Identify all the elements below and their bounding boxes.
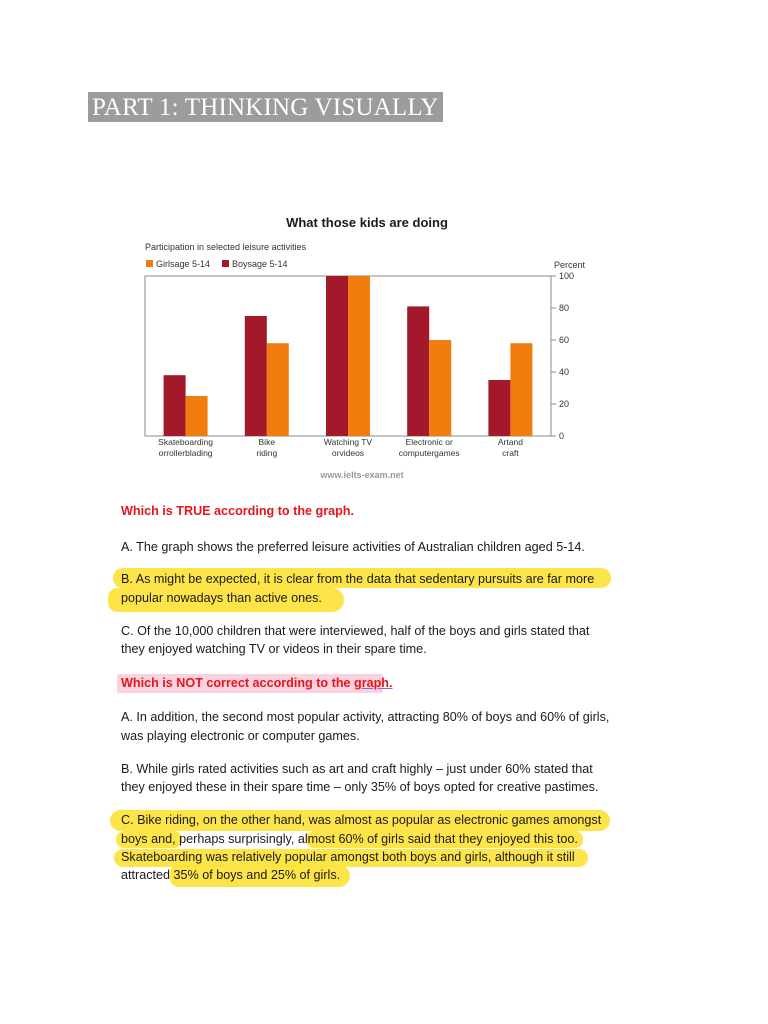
x-tick-label: Electronic or bbox=[405, 437, 453, 447]
x-tick-label: Skateboarding bbox=[158, 437, 214, 447]
x-tick-label: Watching TV bbox=[323, 437, 373, 447]
y-tick-label: 0 bbox=[559, 431, 565, 441]
bar-chart bbox=[130, 205, 590, 485]
y-axis-label: Percent bbox=[554, 260, 586, 270]
legend-swatch-girls bbox=[146, 260, 153, 267]
y-tick-label: 80 bbox=[559, 303, 570, 313]
y-tick-label: 60 bbox=[559, 335, 570, 345]
q2-option-c-line2: boys and, perhaps surprisingly, almost 60% of girls said that they enjoyed this too. bbox=[121, 832, 578, 846]
question-1-heading: Which is TRUE according to the graph. bbox=[121, 504, 354, 518]
bar-girls bbox=[429, 340, 451, 436]
q1-option-c-line2: they enjoyed watching TV or videos in their spare time. bbox=[121, 642, 427, 656]
y-tick-label: 40 bbox=[559, 367, 570, 377]
bar-boys bbox=[407, 306, 429, 436]
bar-boys bbox=[488, 380, 510, 436]
x-tick-label: orvideos bbox=[331, 448, 365, 458]
q1-option-b-line1: B. As might be expected, it is clear from the data that sedentary pursuits are far more bbox=[121, 572, 595, 586]
q2-option-b-line1: B. While girls rated activities such as art and craft highly – just under 60% stated that bbox=[121, 762, 593, 776]
x-tick-label: Artand bbox=[497, 437, 523, 447]
question-2-heading-link: graph. bbox=[354, 676, 393, 690]
legend-swatch-boys bbox=[222, 260, 229, 267]
page-title: PART 1: THINKING VISUALLY bbox=[88, 92, 443, 122]
chart-title: What those kids are doing bbox=[286, 215, 448, 230]
bar-girls bbox=[510, 343, 532, 436]
q2-option-a-line1: A. In addition, the second most popular activity, attracting 80% of boys and 60% of girls, bbox=[121, 710, 610, 724]
x-tick-label: Bike bbox=[258, 437, 276, 447]
q2-option-a-line2: was playing electronic or computer games. bbox=[121, 729, 360, 743]
bar-girls bbox=[348, 276, 370, 436]
question-2-heading bbox=[121, 674, 393, 693]
y-tick-label: 20 bbox=[559, 399, 570, 409]
q2-option-b-line2: they enjoyed these in their spare time – only 35% of boys opted for creative pastimes. bbox=[121, 780, 599, 794]
legend-label-girls: Girlsage 5-14 bbox=[156, 259, 211, 269]
question-2-heading-text: Which is NOT correct according to the bbox=[121, 676, 355, 690]
x-tick-label: orrollerblading bbox=[158, 448, 213, 458]
q2-option-c-line4: attracted 35% of boys and 25% of girls. bbox=[121, 868, 341, 882]
chart-watermark: www.ielts-exam.net bbox=[320, 470, 404, 480]
q2-option-c-line1: C. Bike riding, on the other hand, was almost as popular as electronic games amongst bbox=[121, 813, 602, 827]
q1-option-b-line2: popular nowadays than active ones. bbox=[121, 591, 322, 605]
y-tick-label: 100 bbox=[559, 271, 575, 281]
x-tick-label: craft bbox=[502, 448, 519, 458]
q1-option-a: A. The graph shows the preferred leisure activities of Australian children aged 5-14. bbox=[121, 540, 585, 554]
bar-girls bbox=[186, 396, 208, 436]
x-tick-label: computergames bbox=[398, 448, 460, 458]
q2-option-c-line3: Skateboarding was relatively popular amongst both boys and girls, although it still bbox=[121, 850, 575, 864]
chart-subtitle: Participation in selected leisure activities bbox=[145, 242, 307, 252]
bar-boys bbox=[164, 375, 186, 436]
legend-label-boys: Boysage 5-14 bbox=[232, 259, 288, 269]
bar-girls bbox=[267, 343, 289, 436]
q1-option-c-line1: C. Of the 10,000 children that were interviewed, half of the boys and girls stated that bbox=[121, 624, 590, 638]
x-tick-label: riding bbox=[256, 448, 278, 458]
bar-boys bbox=[326, 276, 348, 436]
bar-boys bbox=[245, 316, 267, 436]
